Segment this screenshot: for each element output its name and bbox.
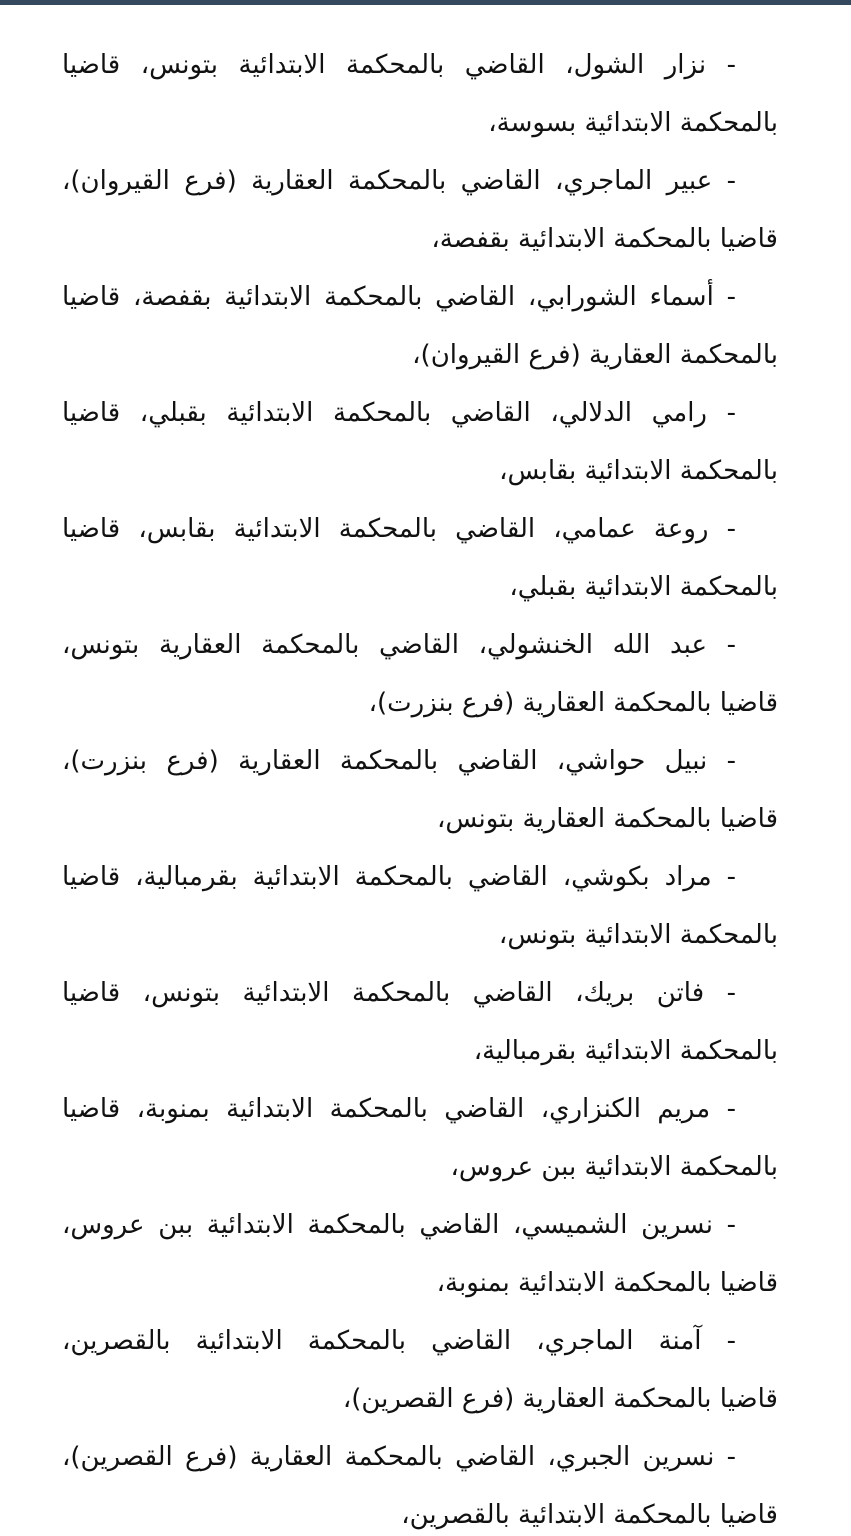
entry-line: بالمحكمة العقارية (فرع القيروان)، [412,340,778,370]
list-item [62,1312,778,1428]
entry-line: بالمحكمة الابتدائية بقبلي، [509,572,778,602]
entry-line: - رامي الدلالي، القاضي بالمحكمة الابتدائية بقبلي، قاضيا [62,398,736,428]
entry-line: - مريم الكنزاري، القاضي بالمحكمة الابتدائية بمنوبة، قاضيا [62,1094,736,1124]
entry-line: - عبد الله الخنشولي، القاضي بالمحكمة العقارية بتونس، [62,630,736,660]
entry-line: بالمحكمة الابتدائية بقرمبالية، [473,1036,778,1066]
entry-line: قاضيا بالمحكمة الابتدائية بقفصة، [431,224,778,254]
entry-line: - أسماء الشورابي، القاضي بالمحكمة الابتدائية بقفصة، قاضيا [62,282,736,312]
entry-line: قاضيا بالمحكمة العقارية (فرع القصرين)، [342,1384,778,1414]
list-item [62,152,778,268]
entry-line: - عبير الماجري، القاضي بالمحكمة العقارية (فرع القيروان)، [62,166,736,196]
entry-line: بالمحكمة الابتدائية بتونس، [498,920,778,950]
entry-line: بالمحكمة الابتدائية بقابس، [499,456,778,486]
list-item [62,384,778,500]
list-item [62,36,778,152]
entry-line: - مراد بكوشي، القاضي بالمحكمة الابتدائية بقرمبالية، قاضيا [62,862,736,892]
list-item [62,732,778,848]
list-item [62,1080,778,1196]
entry-line: قاضيا بالمحكمة العقارية (فرع بنزرت)، [368,688,778,718]
entry-line: قاضيا بالمحكمة العقارية بتونس، [437,804,778,834]
entry-line: - نبيل حواشي، القاضي بالمحكمة العقارية (فرع بنزرت)، [62,746,736,776]
entry-line: قاضيا بالمحكمة الابتدائية بمنوبة، [436,1268,778,1298]
entry-line: - نسرين الشميسي، القاضي بالمحكمة الابتدائية ببن عروس، [62,1210,736,1240]
list-item [62,1196,778,1312]
entry-line: - نزار الشول، القاضي بالمحكمة الابتدائية بتونس، قاضيا [62,50,736,80]
entry-line: - نسرين الجبري، القاضي بالمحكمة العقارية (فرع القصرين)، [62,1442,736,1472]
list-item [62,848,778,964]
appointments-list [62,36,778,1536]
list-item [62,616,778,732]
entry-line: - فاتن بريك، القاضي بالمحكمة الابتدائية بتونس، قاضيا [62,978,736,1008]
entry-line: بالمحكمة الابتدائية بسوسة، [488,108,778,138]
list-item [62,268,778,384]
list-item [62,500,778,616]
entry-line: بالمحكمة الابتدائية ببن عروس، [450,1152,778,1182]
entry-line: - روعة عمامي، القاضي بالمحكمة الابتدائية بقابس، قاضيا [62,514,736,544]
entry-line: - آمنة الماجري، القاضي بالمحكمة الابتدائية بالقصرين، [62,1326,736,1356]
list-item [62,1428,778,1536]
entry-line: قاضيا بالمحكمة الابتدائية بالقصرين، [401,1500,778,1530]
list-item [62,964,778,1080]
top-border [0,0,851,5]
